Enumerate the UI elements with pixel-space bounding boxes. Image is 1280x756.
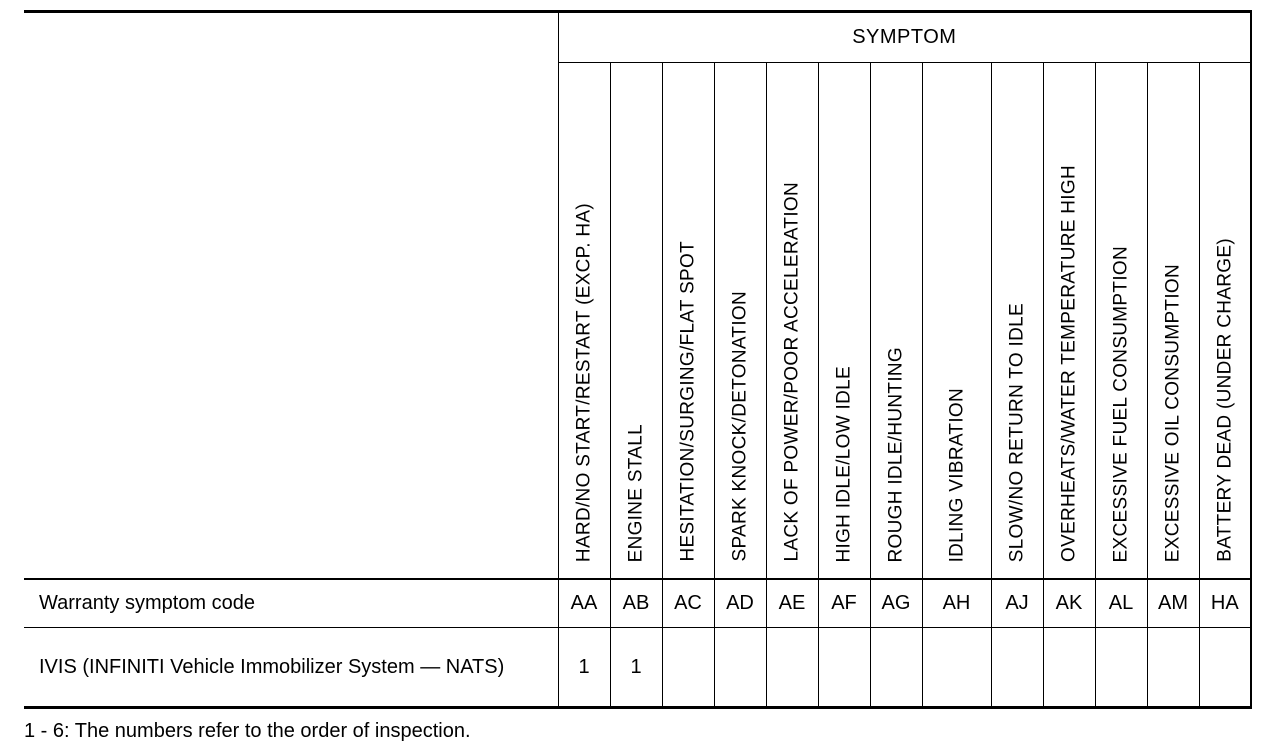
symptom-column-header — [558, 63, 610, 580]
warranty-code-cell: AE — [766, 579, 818, 628]
warranty-code-cell: AA — [558, 579, 610, 628]
symptom-name: SLOW/NO RETURN TO IDLE — [1006, 302, 1028, 562]
symptom-column-header — [610, 63, 662, 580]
inspection-order-cell — [714, 628, 766, 708]
inspection-order-cell: 1 — [558, 628, 610, 708]
symptom-name: HARD/NO START/RESTART (EXCP. HA) — [573, 202, 595, 562]
warranty-code-cell: AD — [714, 579, 766, 628]
warranty-code-cell: AG — [870, 579, 922, 628]
inspection-order-cell — [662, 628, 714, 708]
inspection-order-cell — [766, 628, 818, 708]
symptom-table — [24, 10, 1252, 709]
symptom-name: ROUGH IDLE/HUNTING — [885, 346, 907, 562]
warranty-code-cell: AH — [922, 579, 991, 628]
symptom-name: SPARK KNOCK/DETONATION — [729, 291, 751, 562]
inspection-order-cell — [991, 628, 1043, 708]
blank-corner-cell — [24, 12, 558, 580]
symptom-name: HESITATION/SURGING/FLAT SPOT — [677, 241, 699, 562]
symptom-column-header — [870, 63, 922, 580]
symptom-column-header — [818, 63, 870, 580]
ivis-row — [24, 628, 1251, 708]
inspection-order-cell: 1 — [610, 628, 662, 708]
group-header-row — [24, 12, 1251, 63]
ivis-label: IVIS (INFINITI Vehicle Immobilizer System — NATS) — [24, 628, 558, 708]
warranty-code-label: Warranty symptom code — [24, 579, 558, 628]
symptom-group-header: SYMPTOM — [558, 12, 1251, 63]
warranty-code-cell: AB — [610, 579, 662, 628]
footnote: 1 - 6: The numbers refer to the order of inspection. — [24, 720, 471, 742]
symptom-column-header — [1199, 63, 1251, 580]
symptom-table-container — [24, 10, 1251, 709]
warranty-code-row — [24, 579, 1251, 628]
warranty-code-cell: AF — [818, 579, 870, 628]
inspection-order-cell — [870, 628, 922, 708]
symptom-column-header — [991, 63, 1043, 580]
symptom-column-header — [1147, 63, 1199, 580]
warranty-code-cell: HA — [1199, 579, 1251, 628]
symptom-column-header — [1043, 63, 1095, 580]
warranty-code-cell: AJ — [991, 579, 1043, 628]
symptom-column-header — [766, 63, 818, 580]
symptom-name: LACK OF POWER/POOR ACCELERATION — [781, 182, 803, 562]
symptom-column-header — [922, 63, 991, 580]
inspection-order-cell — [1147, 628, 1199, 708]
inspection-order-cell — [922, 628, 991, 708]
symptom-column-header — [714, 63, 766, 580]
inspection-order-cell — [1095, 628, 1147, 708]
symptom-column-header — [1095, 63, 1147, 580]
symptom-name: OVERHEATS/WATER TEMPERATURE HIGH — [1058, 164, 1080, 562]
symptom-name: EXCESSIVE FUEL CONSUMPTION — [1110, 245, 1132, 562]
warranty-code-cell: AK — [1043, 579, 1095, 628]
inspection-order-cell — [1199, 628, 1251, 708]
symptom-name: IDLING VIBRATION — [946, 387, 967, 562]
warranty-code-cell: AM — [1147, 579, 1199, 628]
symptom-name: HIGH IDLE/LOW IDLE — [833, 365, 855, 562]
warranty-code-cell: AL — [1095, 579, 1147, 628]
inspection-order-cell — [818, 628, 870, 708]
symptom-name: EXCESSIVE OIL CONSUMPTION — [1162, 263, 1184, 562]
symptom-name: BATTERY DEAD (UNDER CHARGE) — [1214, 238, 1236, 562]
symptom-column-header — [662, 63, 714, 580]
symptom-name: ENGINE STALL — [625, 423, 647, 562]
inspection-order-cell — [1043, 628, 1095, 708]
warranty-code-cell: AC — [662, 579, 714, 628]
